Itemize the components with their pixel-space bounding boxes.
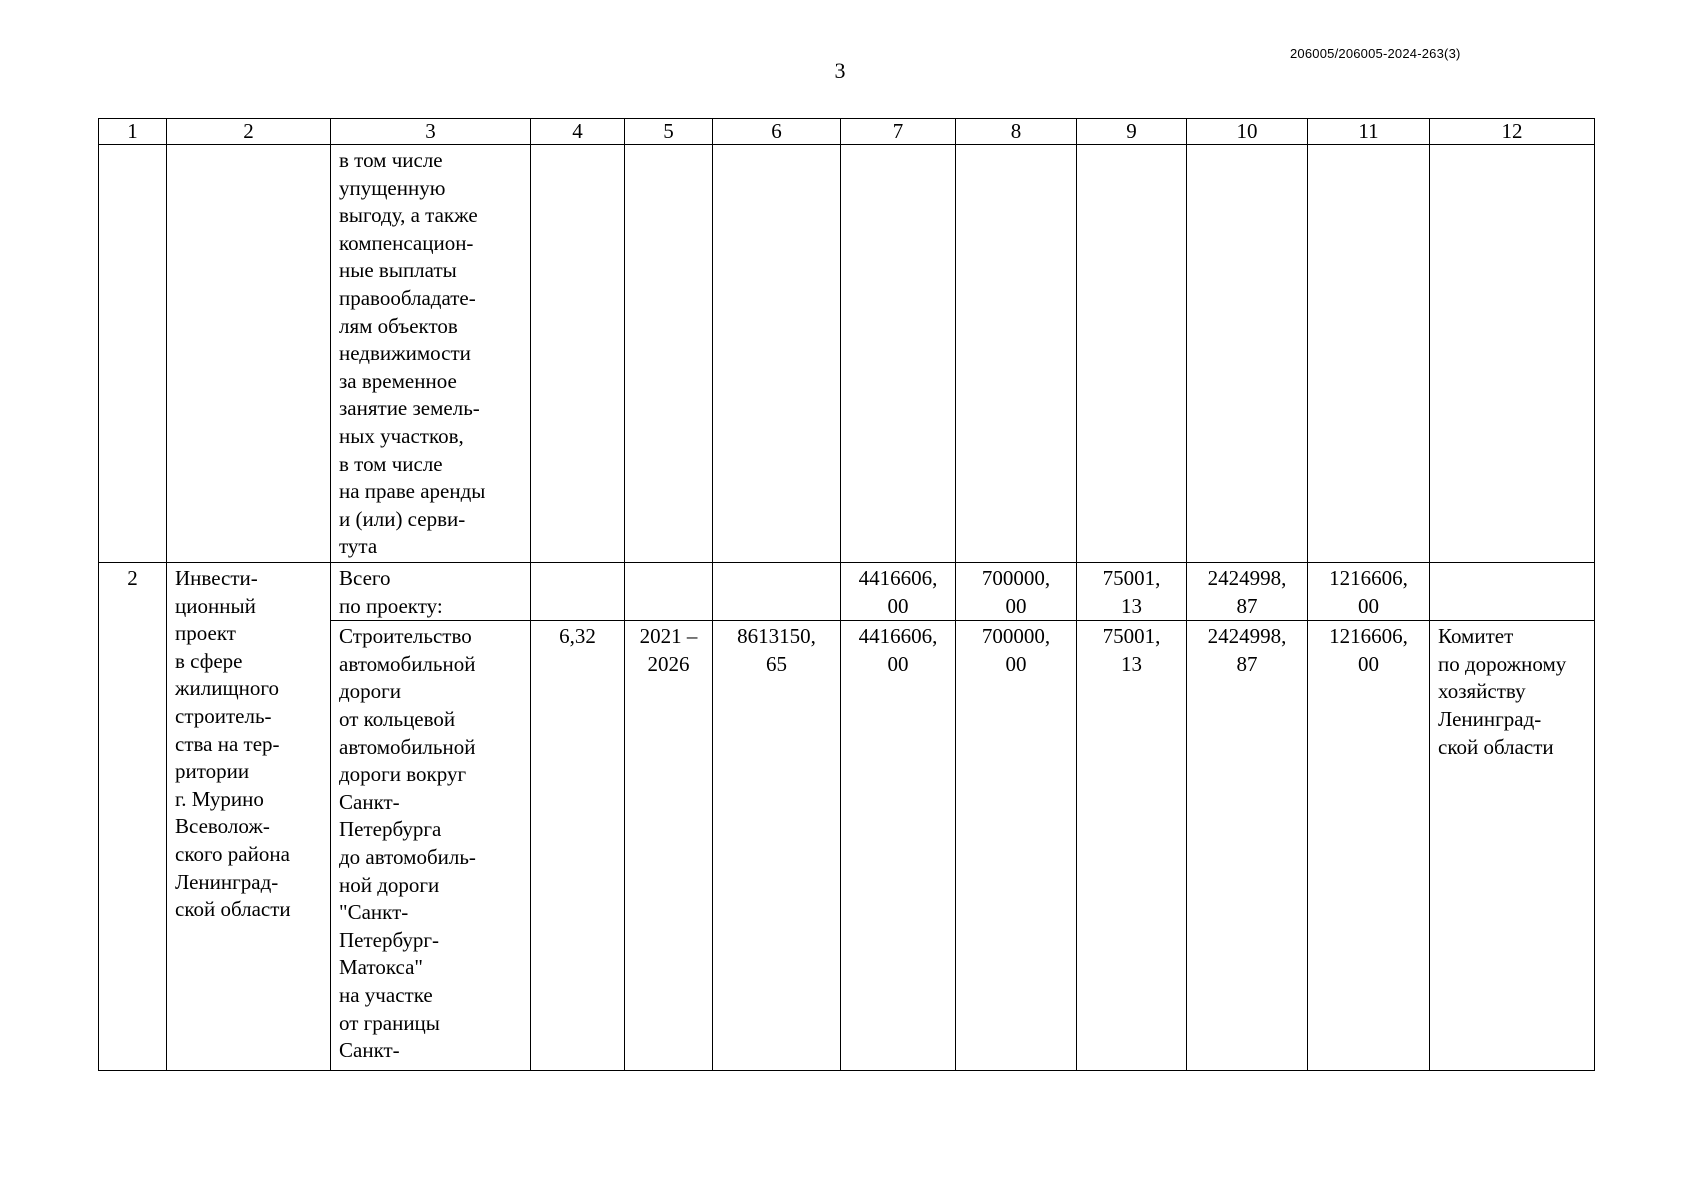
total-col9: 75001, 13 — [1077, 563, 1187, 621]
table-cell — [1187, 145, 1308, 563]
table-cell — [713, 563, 841, 621]
total-col8: 700000, 00 — [956, 563, 1077, 621]
item-col11: 1216606, 00 — [1308, 621, 1430, 1071]
project-name: Инвести- ционный проект в сфере жилищного строитель- ства на тер- ритории г. Мурино Всеволож- ского района Ленинград- ской области — [167, 563, 331, 1071]
project-total-row — [99, 563, 1595, 621]
item-col10: 2424998, 87 — [1187, 621, 1308, 1071]
column-number: 5 — [625, 119, 713, 145]
column-number: 1 — [99, 119, 167, 145]
table-cell — [167, 145, 331, 563]
column-number: 11 — [1308, 119, 1430, 145]
continuation-row — [99, 145, 1595, 563]
item-col9: 75001, 13 — [1077, 621, 1187, 1071]
table-cell — [625, 563, 713, 621]
table-cell — [1077, 145, 1187, 563]
column-number-row — [99, 119, 1595, 145]
item-col8: 700000, 00 — [956, 621, 1077, 1071]
column-number: 3 — [331, 119, 531, 145]
item-responsible: Комитет по дорожному хозяйству Ленинград- ской области — [1430, 621, 1595, 1071]
total-col10: 2424998, 87 — [1187, 563, 1308, 621]
item-description: Строительство автомобильной дороги от кольцевой автомобильной дороги вокруг Санкт- Петербурга до автомобиль- ной дороги "Санкт- Петербург- Матокса" на участке от границы Санкт- — [331, 621, 531, 1071]
document-code: 206005/206005-2024-263(3) — [1290, 46, 1461, 61]
table-cell — [841, 145, 956, 563]
total-col11: 1216606, 00 — [1308, 563, 1430, 621]
column-number: 6 — [713, 119, 841, 145]
item-col4: 6,32 — [531, 621, 625, 1071]
item-period: 2021 – 2026 — [625, 621, 713, 1071]
column-number: 9 — [1077, 119, 1187, 145]
total-label: Всего по проекту: — [331, 563, 531, 621]
table-cell — [531, 145, 625, 563]
total-col7: 4416606, 00 — [841, 563, 956, 621]
table-cell — [625, 145, 713, 563]
item-col7: 4416606, 00 — [841, 621, 956, 1071]
item-col6: 8613150, 65 — [713, 621, 841, 1071]
table-cell — [1430, 563, 1595, 621]
column-number: 4 — [531, 119, 625, 145]
column-number: 10 — [1187, 119, 1308, 145]
table-cell — [531, 563, 625, 621]
table-cell — [713, 145, 841, 563]
column-number: 12 — [1430, 119, 1595, 145]
project-number: 2 — [99, 563, 167, 1071]
table-cell — [956, 145, 1077, 563]
continuation-text: в том числе упущенную выгоду, а также компенсацион- ные выплаты правообладате- лям объектов недвижимости за временное занятие земель- ных участков, в том числе на праве аренды и (или) серви- тута — [331, 145, 531, 563]
budget-table — [98, 118, 1595, 1071]
table-cell — [99, 145, 167, 563]
column-number: 7 — [841, 119, 956, 145]
page-number: 3 — [834, 58, 846, 83]
column-number: 8 — [956, 119, 1077, 145]
table-cell — [1430, 145, 1595, 563]
table-cell — [1308, 145, 1430, 563]
column-number: 2 — [167, 119, 331, 145]
